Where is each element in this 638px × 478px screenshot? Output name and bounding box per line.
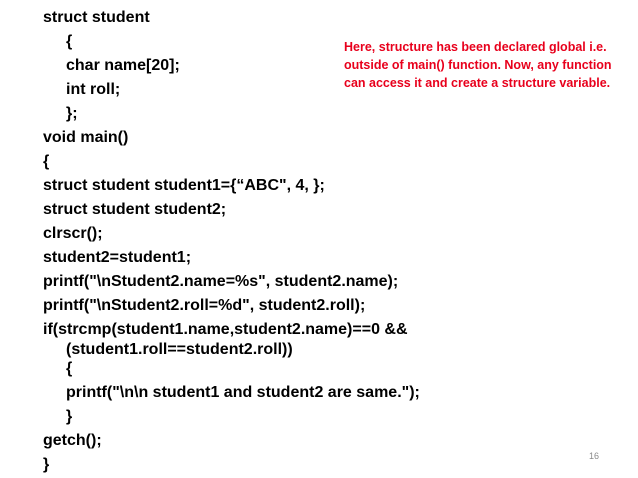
annotation-note: Here, structure has been declared global i.e. outside of main() function. Now, any function can access it and create a structure variable. (344, 40, 612, 90)
code-line: printf("\nStudent2.roll=%d", student2.roll); (43, 297, 366, 314)
code-line: if(strcmp(student1.name,student2.name)==0 && (43, 321, 408, 338)
code-line: clrscr(); (43, 225, 103, 242)
code-line: { (43, 153, 50, 170)
code-line: struct student student1={“ABC", 4, }; (43, 177, 325, 194)
code-line: int roll; (66, 81, 121, 98)
code-line: { (66, 33, 73, 50)
code-line: student2=student1; (43, 249, 192, 266)
page-number: 16 (588, 451, 599, 461)
code-line: getch(); (43, 432, 102, 449)
code-line: struct student student2; (43, 201, 227, 218)
code-line: { (66, 360, 73, 377)
code-line: }; (66, 105, 78, 122)
code-line: } (43, 456, 50, 473)
code-line: struct student (43, 9, 150, 26)
code-line: printf("\nStudent2.name=%s", student2.name); (43, 273, 399, 290)
code-line: void main() (43, 129, 129, 146)
code-line: char name[20]; (66, 57, 180, 74)
code-line: } (66, 408, 73, 425)
code-line: printf("\n\n student1 and student2 are same."); (66, 384, 420, 401)
code-line: (student1.roll==student2.roll)) (66, 341, 293, 358)
